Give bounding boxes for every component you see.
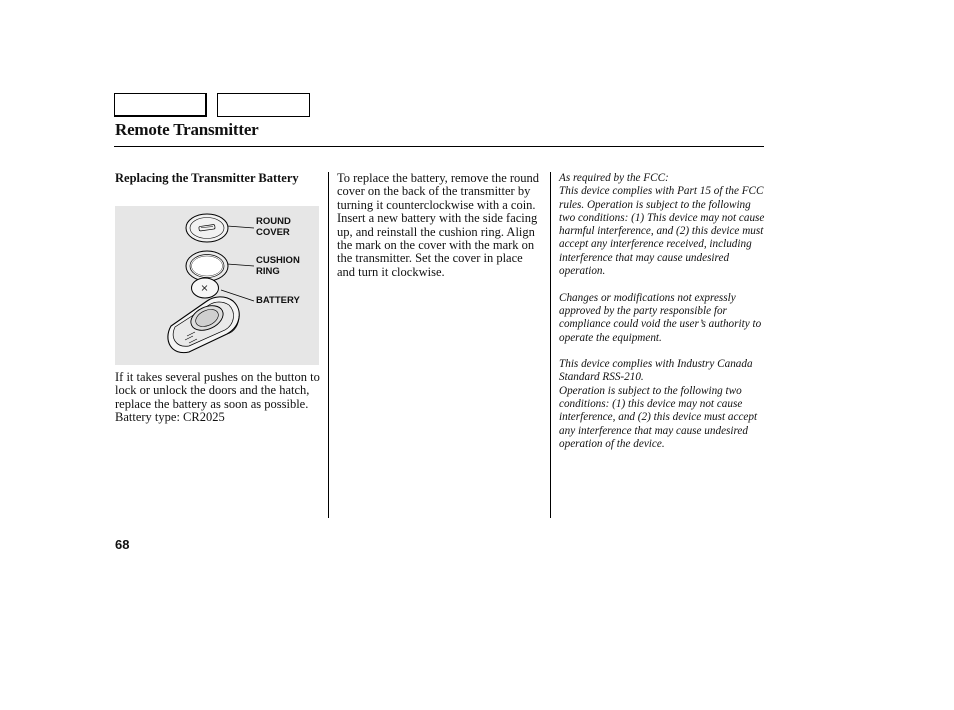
battery-warning-paragraph: If it takes several pushes on the button to lock or unlock the doors and the hatch, replace the battery as soon as possible. [115,370,320,411]
left-column-text [115,371,320,425]
column-divider-2 [550,172,551,518]
battery-part [192,278,219,298]
cushion-ring-part [186,251,228,281]
nav-tab-1[interactable] [114,93,207,117]
regulatory-notice [559,172,767,465]
replacement-instructions: To replace the battery, remove the round cover on the back of the transmitter by turning it counterclockwise with a coin. Insert a new battery with the side facing up, and reinstall the cushion ring. Align the mark on the cover with the mark on the transmitter. Set the cover in place and turn it clockwise. [337,171,540,279]
page-number: 68 [115,537,130,552]
section-subheading: Replacing the Transmitter Battery [115,171,299,185]
modification-notice: Changes or modifications not expressly approved by the party responsible for compliance could void the user’s authority to operate the equipment. [559,291,762,344]
round-cover-part [186,214,228,242]
industry-canada-notice [559,358,767,451]
round-cover-label: ROUND COVER [256,216,291,238]
fcc-heading: As required by the FCC: [559,172,669,184]
industry-canada-line: This device complies with Industry Canada Standard RSS-210. [559,358,753,384]
fcc-notice [559,172,767,278]
page-title: Remote Transmitter [115,120,259,139]
title-divider [114,146,764,147]
battery-replacement-illustration [115,206,319,365]
column-divider-1 [328,172,329,518]
fcc-text: This device complies with Part 15 of the FCC rules. Operation is subject to the following two conditions: (1) This device may not cause harmful interference, and (2) this device must accept any interference received, including interference that may cause undesired operation. [559,185,765,278]
industry-canada-text: Operation is subject to the following two conditions: (1) this device may not cause interference, and (2) this device must accept any interference that may cause undesired operation of the device. [559,384,758,450]
battery-type-line: Battery type: CR2025 [115,410,225,425]
battery-label: BATTERY [256,295,300,306]
middle-column-text [337,172,542,279]
transmitter-body [168,297,239,353]
cushion-ring-label: CUSHION RING [256,255,300,277]
nav-tab-2[interactable] [217,93,310,117]
